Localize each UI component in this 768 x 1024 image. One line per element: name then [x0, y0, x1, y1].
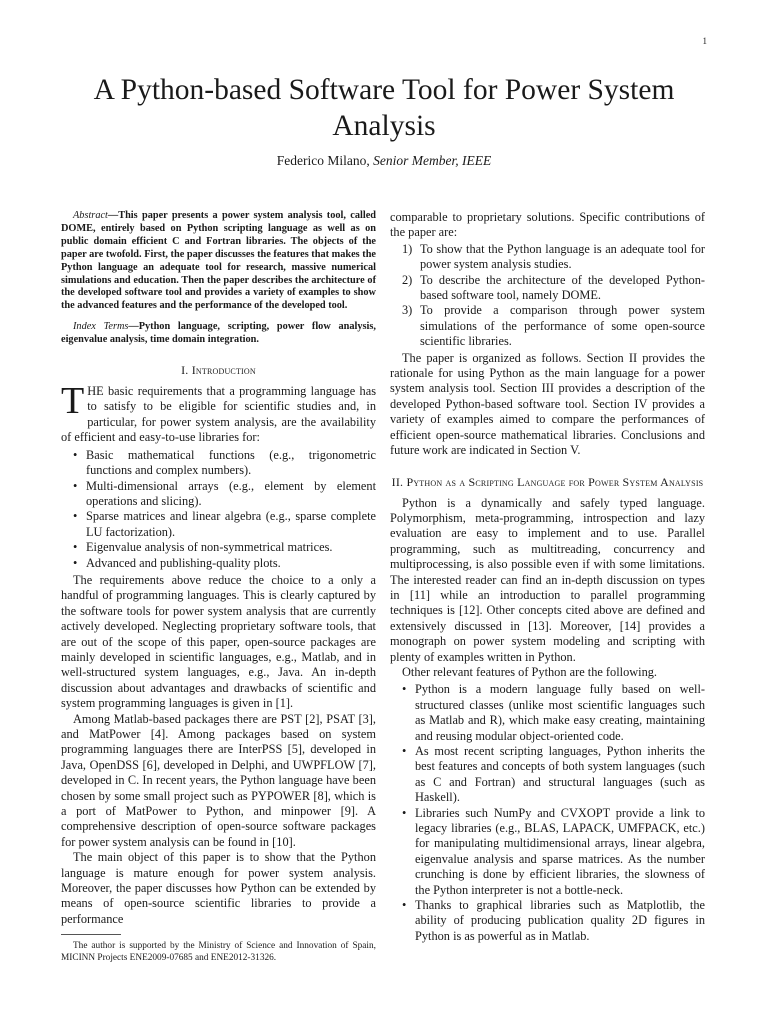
list-item: • Thanks to graphical libraries such as Matplotlib, the ability of producing publication quality 2D figures in Python is as powerful as in Matlab. [390, 898, 705, 944]
abstract [61, 210, 376, 313]
paragraph: Other relevant features of Python are the following. [402, 664, 658, 679]
list-item: 3) To provide a comparison through power system simulations of the performance of some open-source scientific libraries. [402, 303, 705, 349]
author-name: Federico Milano, [276, 153, 370, 168]
left-column [61, 210, 376, 927]
index-terms [61, 321, 376, 347]
list-item: • Eigenvalue analysis of non-symmetrical matrices. [61, 540, 376, 555]
python-features-list [390, 682, 705, 944]
abstract-text: —This paper presents a power system analysis tool, called DOME, entirely based on Python scripting language as well as on public domain efficient C and Fortran libraries. The objects of the paper are twofold. First, the paper discusses the features that makes the Python language an adequate tool for research, massive numerical simulations and education. Then the paper describes the architecture of the developed software tool and provides a variety of examples to show the advanced features and the performance of the developed tool. [61, 210, 376, 312]
list-item: • As most recent scripting languages, Python inherits the best features and concepts of both system languages (such as C and Fortran) and structural languages (such as Haskell). [390, 744, 705, 806]
list-item: 2) To describe the architecture of the developed Python-based software tool, namely DOME. [402, 272, 705, 303]
author-affiliation: Senior Member, IEEE [373, 153, 492, 168]
list-item: • Multi-dimensional arrays (e.g., element by element operations and slicing). [61, 479, 376, 510]
page-number: 1 [702, 36, 707, 46]
intro-text: HE basic requirements that a programming language has to satisfy to be eligible for scientific studies and, in particular, for power system analysis, are the availability of efficient and easy-to-use libraries for: [61, 384, 376, 445]
requirements-list [61, 448, 376, 571]
section-2-heading: II. Python as a Scripting Language for Power System Analysis [391, 474, 704, 489]
contributions-list [390, 242, 705, 350]
section-1-heading: I. Introduction [181, 363, 256, 378]
list-item: • Advanced and publishing-quality plots. [61, 556, 376, 571]
list-item: 1) To show that the Python language is an adequate tool for power system analysis studies. [402, 241, 705, 272]
footnote-rule [61, 934, 121, 935]
author-line [0, 153, 768, 169]
list-item: • Basic mathematical functions (e.g., trigonometric functions and complex numbers). [61, 448, 376, 479]
drop-cap: T [61, 380, 85, 423]
paper-title: A Python-based Software Tool for Power System Analysis [93, 74, 675, 142]
right-column [390, 210, 705, 946]
footnote: The author is supported by the Ministry of Science and Innovation of Spain, MICINN Projects ENE2009-07685 and ENE2012-31326. [61, 941, 376, 963]
intro-paragraph [61, 380, 376, 446]
paragraph: The main object of this paper is to show that the Python language is mature enough for power system analysis. Moreover, the paper discusses how Python can be extended by means of open-source scientific libraries to provide a performance [61, 850, 376, 926]
abstract-label: Abstract [73, 210, 108, 221]
list-item: • Libraries such NumPy and CVXOPT provide a link to legacy libraries (e.g., BLAS, LAPACK, UMFPACK, etc.) for manipulating multidimensional arrays, linear algebra, eigenvalue analysis and sparse matrices. As the number crunching is done by efficient libraries, the slowness of the Python interpreter is not a bottle-neck. [390, 806, 705, 898]
list-item: • Sparse matrices and linear algebra (e.g., sparse complete LU factorization). [61, 509, 376, 540]
index-terms-label: Index Terms [73, 321, 129, 333]
paragraph: Python is a dynamically and safely typed language. Polymorphism, meta-programming, introspection and lazy evaluation are easy to implement and to use. Parallel programming, such as multitreading, concurrency and multiprocessing, is also possible even if with some limitations. The interested reader can find an in-depth discussion on types in [11] while an introduction to parallel programming techniques is [12]. Other concepts cited above are defined and extensively discussed in [13]. Moreover, [14] provides a monograph on power system modeling and scripting with plenty of examples written in Python. [390, 495, 705, 664]
index-terms-text: —Python language, scripting, power flow analysis, eigenvalue analysis, time domain integration. [61, 321, 376, 346]
paragraph: comparable to proprietary solutions. Specific contributions of the paper are: [390, 210, 705, 240]
paragraph: The requirements above reduce the choice to a only a handful of programming languages. This is clearly captured by the software tools for power system analysis that are currently actively developed. Neglecting proprietary software tools, that are out of the scope of this paper, open-source packages are mainly developed in scientific languages, e.g., Matlab, and in well-structured system languages, e.g., Java. An in-depth discussion about advantages and drawbacks of scientific and system programming languages is given in [1]. [61, 572, 376, 711]
list-item: • Python is a modern language fully based on well-structured classes (unlike most scientific languages such as Matlab and R), which make easy creating, maintaining and reusing modular object-oriented code. [390, 682, 705, 744]
paragraph: Among Matlab-based packages there are PST [2], PSAT [3], and MatPower [4]. Among packages based on system programming languages there are InterPSS [5], developed in Java, OpenDSS [6], developed in Delphi, and UWPFLOW [7], developed in C. In recent years, the Python language have been chosen by some small project such as PYPOWER [8], which is a port of MatPower to Python, and minpower [9]. A comprehensive description of open-source software packages for power system analysis can be found in [10]. [61, 711, 376, 849]
paragraph: The paper is organized as follows. Section II provides the rationale for using Python as the main language for a power system analysis tool. Section III provides a description of the developed Python-based software tool. Section IV provides a variety of examples aimed to compare the performances of efficient open-source mathematical libraries. Conclusions and future work are indicated in Section V. [390, 350, 705, 458]
